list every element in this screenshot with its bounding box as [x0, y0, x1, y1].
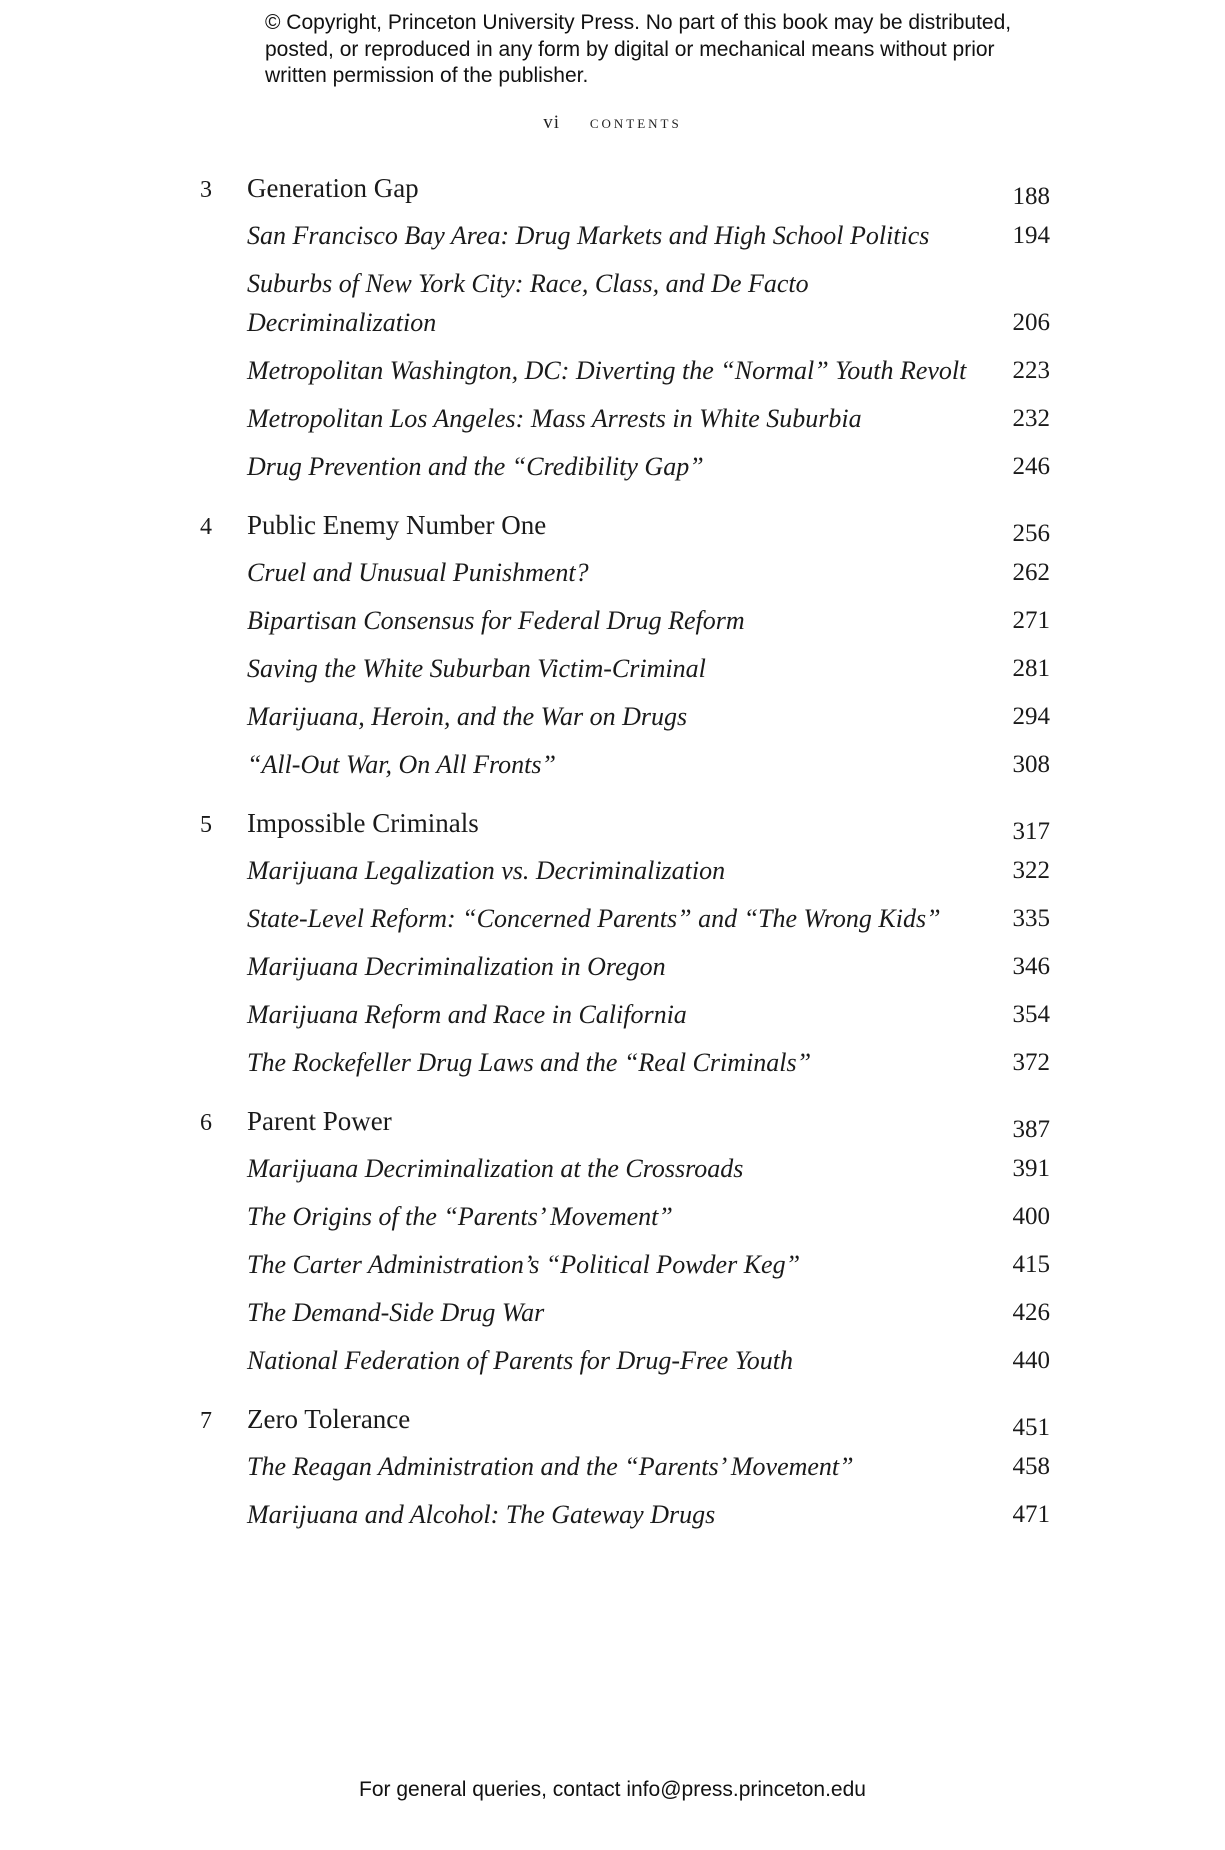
section-page: 372 — [1012, 1049, 1050, 1076]
section-page: 354 — [1012, 1001, 1050, 1028]
section-page: 206 — [1012, 309, 1050, 336]
section-title: Metropolitan Washington, DC: Diverting the “Normal” Youth Revolt — [247, 356, 967, 385]
section-title: The Rockefeller Drug Laws and the “Real Criminals” — [247, 1048, 812, 1077]
section-page: 440 — [1012, 1347, 1050, 1374]
toc-chapter — [200, 505, 1050, 784]
section-page: 223 — [1012, 357, 1050, 384]
section-page: 335 — [1012, 905, 1050, 932]
table-of-contents — [200, 168, 1050, 1553]
section-title: Suburbs of New York City: Race, Class, and De Facto Decriminalization — [247, 269, 809, 337]
chapter-heading — [200, 168, 1050, 216]
section-page: 246 — [1012, 453, 1050, 480]
toc-entry — [200, 351, 1050, 390]
section-title: Marijuana Legalization vs. Decriminalization — [247, 856, 726, 885]
section-page: 346 — [1012, 953, 1050, 980]
contact-footer: For general queries, contact info@press.princeton.edu — [359, 1778, 866, 1801]
chapter-title: Impossible Criminals — [247, 808, 479, 838]
section-page: 400 — [1012, 1203, 1050, 1230]
toc-entry — [200, 1197, 1050, 1236]
chapter-heading — [200, 1399, 1050, 1447]
section-page: 415 — [1012, 1251, 1050, 1278]
toc-entry — [200, 1447, 1050, 1486]
toc-entry — [200, 447, 1050, 486]
toc-entry — [200, 1245, 1050, 1284]
chapter-page: 387 — [1012, 1116, 1050, 1143]
section-title: Marijuana, Heroin, and the War on Drugs — [247, 702, 688, 731]
toc-entry — [200, 264, 1050, 342]
section-title: Metropolitan Los Angeles: Mass Arrests in White Suburbia — [247, 404, 862, 433]
chapter-page: 451 — [1012, 1414, 1050, 1441]
toc-entry — [200, 1293, 1050, 1332]
chapter-title: Zero Tolerance — [247, 1404, 411, 1434]
toc-chapter — [200, 1101, 1050, 1380]
section-page: 281 — [1012, 655, 1050, 682]
section-title: The Demand-Side Drug War — [247, 1298, 545, 1327]
toc-entry — [200, 851, 1050, 890]
chapter-page: 188 — [1012, 183, 1050, 210]
toc-entry — [200, 899, 1050, 938]
toc-chapter — [200, 803, 1050, 1082]
chapter-number: 6 — [200, 1110, 212, 1136]
running-head-title: contents — [589, 112, 682, 133]
section-title: Cruel and Unusual Punishment? — [247, 558, 589, 587]
section-title: Saving the White Suburban Victim-Criminal — [247, 654, 706, 683]
chapter-title: Generation Gap — [247, 173, 419, 203]
section-title: State-Level Reform: “Concerned Parents” and “The Wrong Kids” — [247, 904, 941, 933]
chapter-heading — [200, 505, 1050, 553]
toc-entry — [200, 216, 1050, 255]
chapter-page: 256 — [1012, 520, 1050, 547]
section-title: The Carter Administration’s “Political Powder Keg” — [247, 1250, 801, 1279]
section-title: Marijuana Decriminalization at the Crossroads — [247, 1154, 744, 1183]
chapter-heading — [200, 1101, 1050, 1149]
toc-entry — [200, 947, 1050, 986]
chapter-page: 317 — [1012, 818, 1050, 845]
toc-entry — [200, 1341, 1050, 1380]
chapter-number: 7 — [200, 1408, 212, 1434]
page-folio: vi — [543, 112, 561, 133]
section-page: 194 — [1012, 222, 1050, 249]
copyright-notice: © Copyright, Princeton University Press. No part of this book may be distributed, posted, or reproduced in any form by digital or mechanical means without prior written permission of the publisher. — [265, 11, 1012, 87]
section-page: 458 — [1012, 1453, 1050, 1480]
toc-entry — [200, 553, 1050, 592]
toc-chapter — [200, 1399, 1050, 1534]
chapter-number: 5 — [200, 812, 212, 838]
section-page: 232 — [1012, 405, 1050, 432]
toc-chapter — [200, 168, 1050, 486]
chapter-number: 4 — [200, 514, 212, 540]
chapter-number: 3 — [200, 177, 212, 203]
section-title: The Origins of the “Parents’ Movement” — [247, 1202, 673, 1231]
toc-entry — [200, 601, 1050, 640]
toc-entry — [200, 697, 1050, 736]
toc-entry — [200, 1043, 1050, 1082]
toc-entry — [200, 399, 1050, 438]
section-title: The Reagan Administration and the “Parents’ Movement” — [247, 1452, 854, 1481]
running-head — [0, 112, 1225, 134]
section-title: Marijuana and Alcohol: The Gateway Drugs — [247, 1500, 716, 1529]
section-page: 471 — [1012, 1501, 1050, 1528]
section-title: Drug Prevention and the “Credibility Gap” — [247, 452, 704, 481]
chapter-title: Parent Power — [247, 1106, 392, 1136]
chapter-title: Public Enemy Number One — [247, 510, 547, 540]
section-title: “All-Out War, On All Fronts” — [247, 750, 556, 779]
toc-entry — [200, 1495, 1050, 1534]
section-page: 271 — [1012, 607, 1050, 634]
section-page: 308 — [1012, 751, 1050, 778]
toc-entry — [200, 745, 1050, 784]
section-page: 322 — [1012, 857, 1050, 884]
section-title: San Francisco Bay Area: Drug Markets and High School Politics — [247, 221, 930, 250]
chapter-heading — [200, 803, 1050, 851]
toc-entry — [200, 995, 1050, 1034]
section-page: 426 — [1012, 1299, 1050, 1326]
toc-entry — [200, 649, 1050, 688]
section-page: 294 — [1012, 703, 1050, 730]
section-title: Marijuana Decriminalization in Oregon — [247, 952, 666, 981]
section-title: Bipartisan Consensus for Federal Drug Reform — [247, 606, 745, 635]
section-title: National Federation of Parents for Drug-Free Youth — [247, 1346, 793, 1375]
section-title: Marijuana Reform and Race in California — [247, 1000, 687, 1029]
section-page: 262 — [1012, 559, 1050, 586]
section-page: 391 — [1012, 1155, 1050, 1182]
toc-entry — [200, 1149, 1050, 1188]
